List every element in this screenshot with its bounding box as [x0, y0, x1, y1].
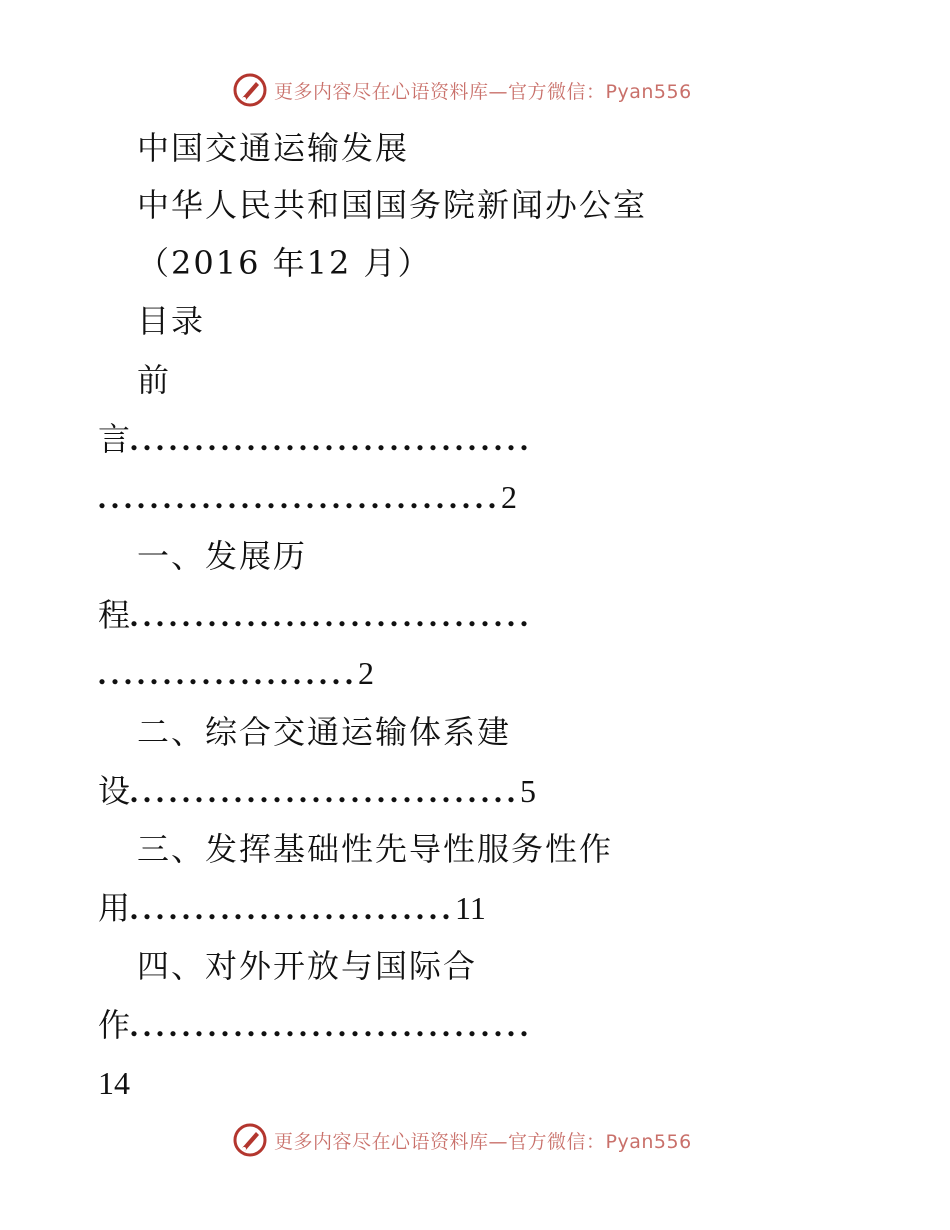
- toc-entry-3-tail: 用: [98, 889, 131, 927]
- toc-entry-2-head: 二、综合交通运输体系建: [137, 713, 512, 751]
- toc-entry-1-line1: [98, 595, 533, 635]
- toc-entry-preface-line2: [98, 477, 517, 517]
- toc-entry-1-head: 一、发展历: [137, 537, 308, 575]
- leader-dots: ...............................: [130, 597, 534, 633]
- watermark-text: 更多内容尽在心语资料库—官方微信：Pyan556: [274, 80, 692, 103]
- leader-dots: ...............................: [130, 1007, 534, 1043]
- watermark-bottom: [232, 1120, 692, 1160]
- toc-entry-2-tail: 设: [98, 772, 131, 810]
- toc-heading: 目录: [137, 302, 206, 340]
- toc-entry-2-line1: [98, 771, 536, 811]
- toc-entry-1-line2: [98, 653, 374, 693]
- toc-entry-4-tail: 作: [98, 1006, 131, 1044]
- leader-dots: ....................: [98, 655, 358, 691]
- leader-dots: ...............................: [98, 479, 501, 515]
- leader-dots: ..............................: [130, 773, 521, 809]
- toc-entry-1-page: 2: [358, 655, 374, 691]
- toc-entry-1-tail: 程: [98, 596, 131, 634]
- toc-entry-4-line2: [98, 1063, 130, 1103]
- toc-entry-4-page: 14: [98, 1065, 130, 1101]
- pen-logo-icon: [232, 72, 268, 108]
- toc-entry-preface-head: 前: [137, 361, 172, 399]
- watermark-top: [232, 70, 692, 110]
- toc-entry-2-page: 5: [520, 773, 537, 809]
- document-date: （2016 年12 月）: [137, 244, 432, 282]
- toc-entry-preface-tail: 言: [98, 420, 131, 458]
- document-author: 中华人民共和国国务院新闻办公室: [137, 186, 648, 224]
- toc-entry-preface-page: 2: [501, 479, 517, 515]
- pen-logo-icon: [232, 1122, 268, 1158]
- toc-entry-preface-line1: [98, 419, 533, 459]
- document-title: 中国交通运输发展: [137, 129, 410, 167]
- toc-entry-3-page: 11: [455, 890, 486, 926]
- leader-dots: .........................: [130, 890, 456, 926]
- toc-entry-4-line1: [98, 1005, 533, 1045]
- leader-dots: ...............................: [130, 421, 534, 457]
- toc-entry-3-line1: [98, 888, 486, 928]
- toc-entry-4-head: 四、对外开放与国际合: [137, 947, 478, 985]
- watermark-text: 更多内容尽在心语资料库—官方微信：Pyan556: [274, 1130, 692, 1153]
- toc-entry-3-head: 三、发挥基础性先导性服务性作: [137, 830, 614, 868]
